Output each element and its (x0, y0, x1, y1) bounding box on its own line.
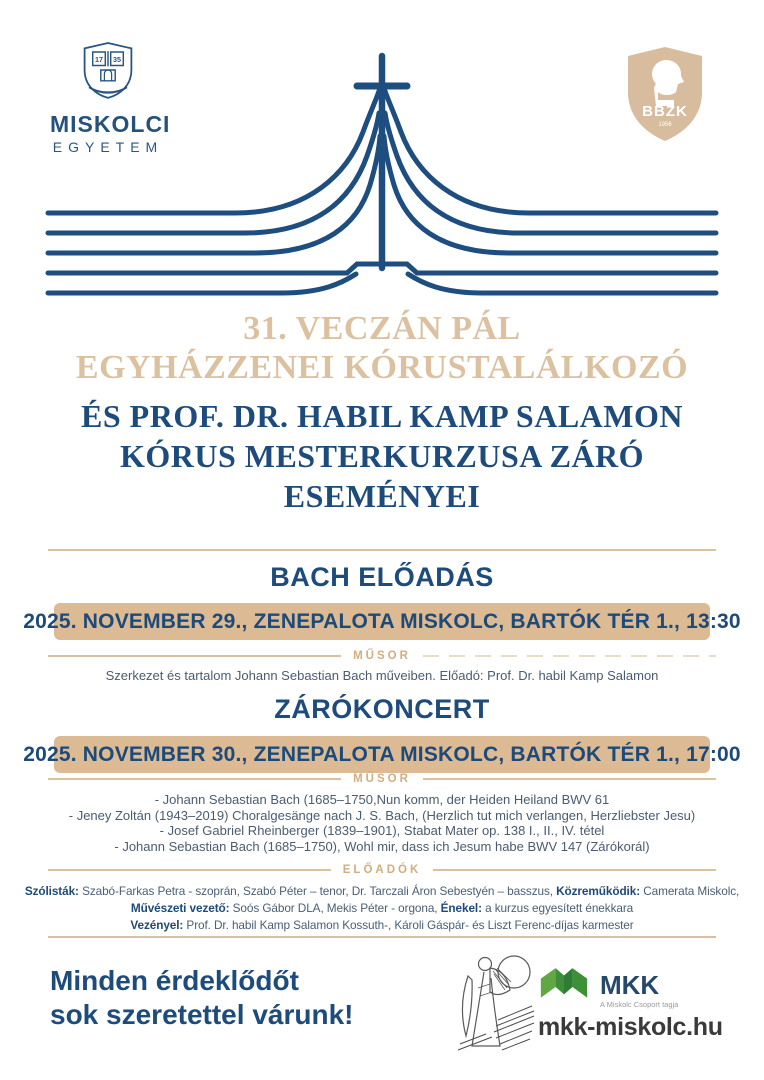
performers-block (20, 883, 744, 934)
text-segment: Közreműködik: (556, 884, 641, 898)
divider-line (48, 869, 331, 871)
divider-line (433, 869, 716, 871)
divider-label: MŰSOR (353, 650, 411, 662)
divider-label: ELŐADÓK (342, 864, 422, 876)
text-segment: Szólisták: (24, 884, 79, 898)
angel-harp-illustration (438, 948, 540, 1056)
divider-line (423, 778, 716, 780)
subtitle (0, 396, 764, 516)
musor-divider-1 (48, 650, 716, 662)
program-line: Szerkezet és tartalom Johann Sebastian Bach műveiben. Előadó: Prof. Dr. habil Kamp Salamon (105, 668, 659, 683)
crest-year-left: 17 (95, 54, 103, 64)
text-segment: Művészeti vezető: (130, 901, 230, 915)
mkk-logo-block (538, 966, 728, 1042)
program-list-2 (30, 792, 734, 854)
text-segment: Soós Gábor DLA, Mekis Péter - orgona, (229, 901, 441, 915)
main-title-line-1: 31. VECZÁN PÁL (243, 310, 521, 347)
event-date-banner-1: 2025. NOVEMBER 29., ZENEPALOTA MISKOLC, BARTÓK TÉR 1., 13:30 (54, 603, 710, 640)
university-crest-icon (81, 40, 135, 100)
text-segment: Szabó-Farkas Petra - szoprán, Szabó Péter – tenor, Dr. Tarczali Áron Sebestyén – basszus, (78, 884, 557, 898)
badge-year: 1956 (658, 122, 672, 128)
performers-line (20, 917, 744, 934)
program-list-1 (30, 668, 734, 684)
program-line: - Jeney Zoltán (1943–2019) Choralgesänge nach J. S. Bach, (Herzlich tut mich verlangen, Herzliebster Jesu) (68, 807, 696, 823)
musor-divider-2 (48, 773, 716, 785)
program-line: - Johann Sebastian Bach (1685–1750), Wohl mir, dass ich Jesum habe BWV 147 (Zárókorál) (114, 838, 650, 854)
performers-line (20, 900, 744, 917)
section-heading-zarokoncert: ZÁRÓKONCERT (274, 694, 490, 724)
mkk-tagline: A Miskolc Csoport tagja (600, 1000, 679, 1009)
mkk-green-m-icon (538, 966, 590, 1006)
text-segment: Prof. Dr. habil Kamp Salamon Kossuth-, Károli Gáspár- és Liszt Ferenc-díjas karmester (183, 918, 634, 932)
section-heading-bach: BACH ELŐADÁS (270, 562, 494, 592)
text-segment: Camerata Miskolc, (640, 884, 740, 898)
university-name: MISKOLCI (50, 111, 171, 137)
divider-line (48, 778, 341, 780)
university-logo (50, 40, 171, 155)
invitation-line-1: Minden érdeklődőt (50, 965, 299, 996)
subtitle-line-3: ESEMÉNYEI (283, 478, 481, 514)
divider-label: MŰSOR (353, 773, 411, 785)
divider-line (423, 655, 716, 657)
text-segment: Vezényel: (130, 918, 184, 932)
performers-line (20, 883, 744, 900)
divider-rule-top (48, 549, 716, 551)
text-segment: Énekel: (440, 901, 482, 915)
main-title (0, 309, 764, 387)
program-line: - Josef Gabriel Rheinberger (1839–1901), Stabat Mater op. 138 I., II., IV. tétel (159, 823, 605, 838)
invitation-text (50, 964, 353, 1032)
subtitle-line-1: ÉS PROF. DR. HABIL KAMP SALAMON (81, 398, 683, 434)
crest-year-right: 35 (113, 54, 121, 64)
text-segment: a kurzus egyesített énekkara (481, 901, 634, 915)
event-date-banner-2: 2025. NOVEMBER 30., ZENEPALOTA MISKOLC, BARTÓK TÉR 1., 17:00 (54, 736, 710, 773)
divider-rule-bottom (48, 936, 716, 938)
eloadok-divider (48, 864, 716, 876)
invitation-line-2: sok szeretettel várunk! (50, 999, 354, 1030)
university-subname: EGYETEM (52, 139, 164, 155)
badge-label: BBZK (642, 103, 688, 120)
subtitle-line-2: KÓRUS MESTERKURZUSA ZÁRÓ (119, 438, 645, 474)
main-title-line-2: EGYHÁZZENEI KÓRUSTALÁLKOZÓ (75, 349, 689, 386)
bbzk-shield-badge (622, 44, 708, 144)
divider-line (48, 655, 341, 657)
mkk-name: MKK (600, 970, 660, 1000)
mkk-website: mkk-miskolc.hu (538, 1013, 723, 1041)
program-line: - Johann Sebastian Bach (1685–1750,Nun komm, der Heiden Heiland BWV 61 (154, 792, 610, 807)
